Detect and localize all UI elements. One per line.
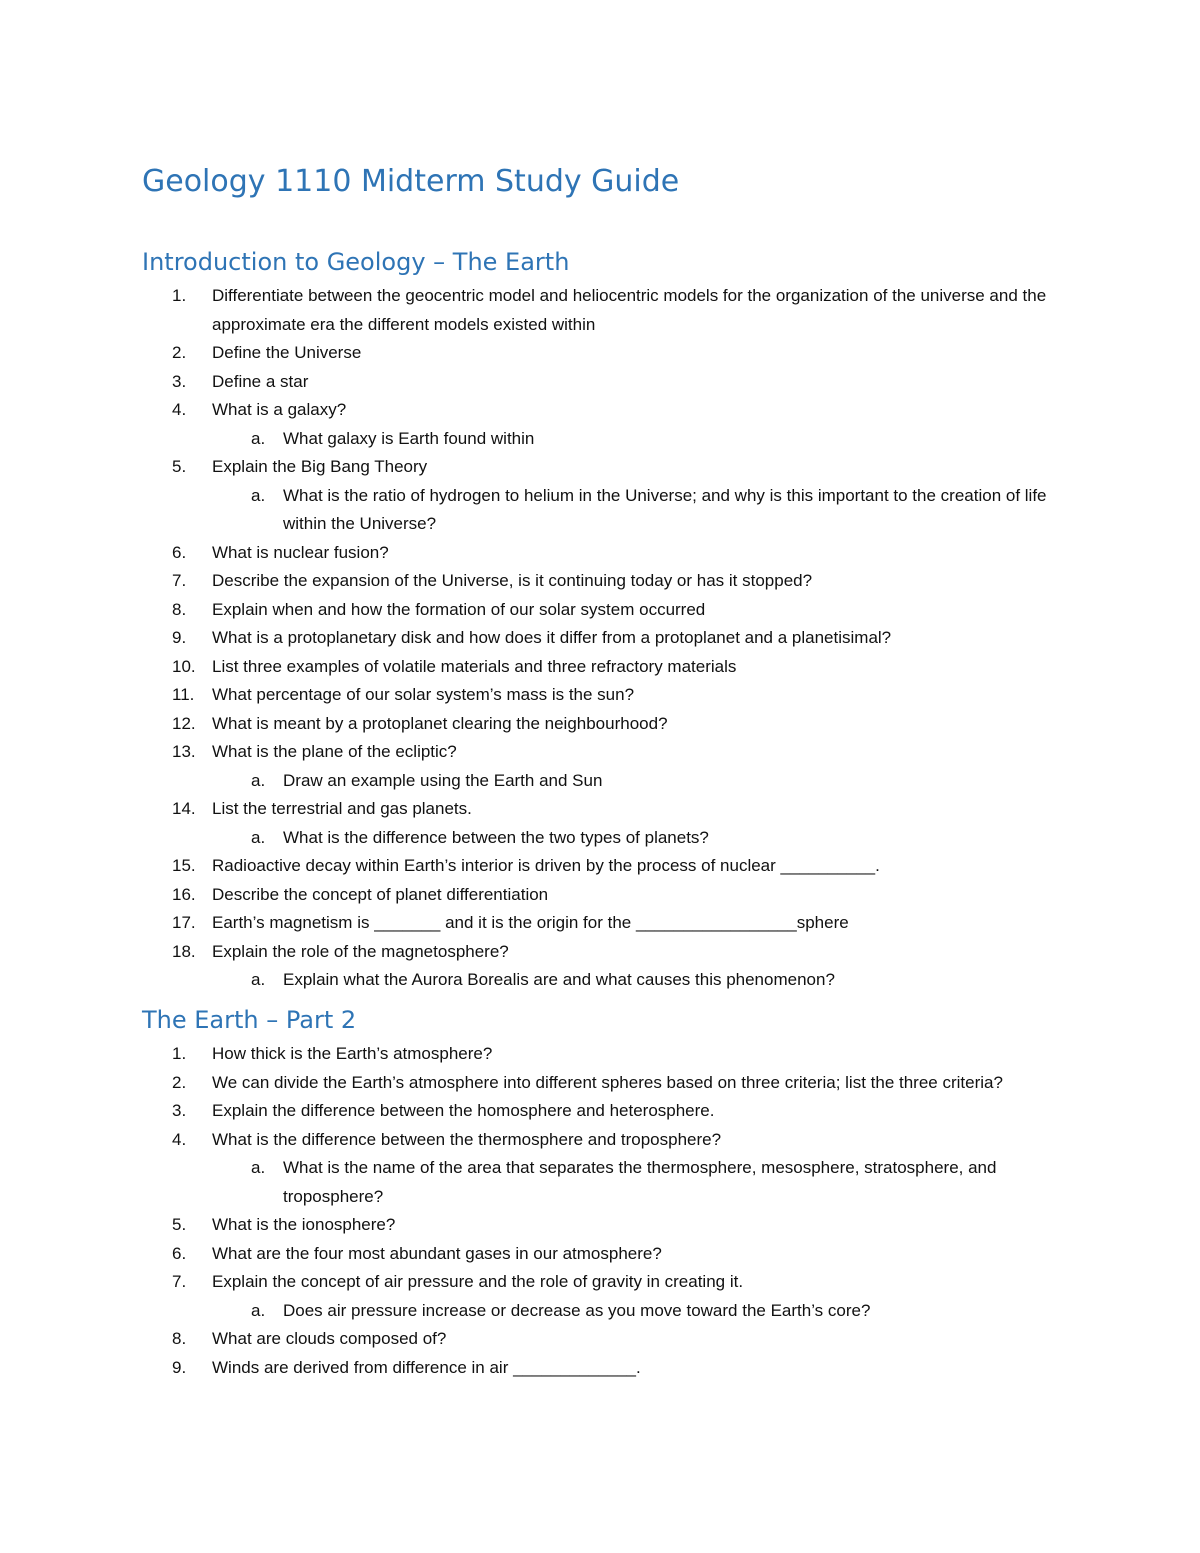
sub-question-letter: a. xyxy=(251,1300,266,1320)
question-text: What is the plane of the ecliptic? xyxy=(212,742,457,761)
question-item xyxy=(142,1126,1102,1212)
sub-question-letter: a. xyxy=(251,1158,266,1177)
question-number: 12. xyxy=(172,713,196,733)
question-text: What are the four most abundant gases in our atmosphere? xyxy=(212,1243,662,1263)
question-number: 9. xyxy=(172,628,187,647)
sub-question-letter: a. xyxy=(251,970,266,989)
question-row xyxy=(142,1240,1102,1269)
sub-question-text: What is the name of the area that separates the thermosphere, mesosphere, stratosphere, and troposphere? xyxy=(283,1158,997,1206)
question-item xyxy=(142,368,1102,397)
question-item xyxy=(142,1069,1102,1098)
question-item xyxy=(142,453,1102,539)
sub-question-item xyxy=(142,824,1102,853)
question-row xyxy=(142,881,1102,910)
question-row xyxy=(142,1268,1102,1297)
question-number: 8. xyxy=(172,1329,187,1348)
question-item xyxy=(142,909,1102,938)
question-item xyxy=(142,710,1102,739)
question-item xyxy=(142,624,1102,653)
question-number: 7. xyxy=(172,1272,187,1291)
question-text: Explain the concept of air pressure and the role of gravity in creating it. xyxy=(212,1272,744,1291)
sub-question-item xyxy=(142,1297,1102,1326)
question-item xyxy=(142,567,1102,596)
question-number: 9. xyxy=(172,1357,187,1377)
sub-question-list xyxy=(142,425,1102,454)
sub-question-item xyxy=(142,966,1102,995)
question-row xyxy=(142,852,1102,881)
question-text: Winds are derived from difference in air _____________. xyxy=(212,1357,641,1377)
sub-question-item xyxy=(142,1154,1102,1211)
document-title: Geology 1110 Midterm Study Guide xyxy=(142,164,680,199)
question-row xyxy=(142,710,1102,739)
question-text: Explain when and how the formation of our solar system occurred xyxy=(212,599,706,619)
question-text: How thick is the Earth’s atmosphere? xyxy=(212,1044,493,1063)
sub-question-text: What is the difference between the two types of planets? xyxy=(283,827,709,847)
question-row xyxy=(142,795,1102,824)
question-row xyxy=(142,567,1102,596)
question-text: What is a galaxy? xyxy=(212,400,347,419)
question-item xyxy=(142,1268,1102,1325)
question-row xyxy=(142,909,1102,938)
question-number: 4. xyxy=(172,1129,187,1149)
sub-question-list xyxy=(142,1154,1102,1211)
section-heading: Introduction to Geology – The Earth xyxy=(142,248,570,276)
question-text: What is meant by a protoplanet clearing the neighbourhood? xyxy=(212,713,668,733)
question-text: Define the Universe xyxy=(212,343,362,362)
question-item xyxy=(142,653,1102,682)
question-text: Earth’s magnetism is _______ and it is the origin for the _________________sphere xyxy=(212,913,849,932)
question-row xyxy=(142,1097,1102,1126)
question-row xyxy=(142,653,1102,682)
question-text: What is nuclear fusion? xyxy=(212,542,389,562)
question-number: 2. xyxy=(172,343,187,362)
question-item xyxy=(142,1040,1102,1069)
question-row xyxy=(142,681,1102,710)
sub-question-list xyxy=(142,1297,1102,1326)
question-list xyxy=(142,1040,1102,1382)
sub-question-list xyxy=(142,482,1102,539)
question-item xyxy=(142,539,1102,568)
sub-question-list xyxy=(142,767,1102,796)
question-number: 16. xyxy=(172,884,196,904)
sub-question-letter: a. xyxy=(251,428,266,448)
sub-question-text: Draw an example using the Earth and Sun xyxy=(283,770,603,790)
question-text: What percentage of our solar system’s mass is the sun? xyxy=(212,685,635,704)
question-item xyxy=(142,1097,1102,1126)
question-text: Define a star xyxy=(212,371,309,391)
question-item xyxy=(142,1211,1102,1240)
sub-question-list xyxy=(142,966,1102,995)
question-item xyxy=(142,396,1102,453)
question-text: What is the difference between the thermosphere and troposphere? xyxy=(212,1129,722,1149)
question-row xyxy=(142,1325,1102,1354)
question-text: What is the ionosphere? xyxy=(212,1215,396,1234)
sub-question-item xyxy=(142,767,1102,796)
sub-question-letter: a. xyxy=(251,827,266,847)
question-item xyxy=(142,681,1102,710)
question-item xyxy=(142,1240,1102,1269)
section-intro-earth xyxy=(142,246,1102,995)
question-text: Radioactive decay within Earth’s interior is driven by the process of nuclear __________. xyxy=(212,856,880,875)
question-row xyxy=(142,596,1102,625)
question-number: 15. xyxy=(172,856,196,875)
question-row xyxy=(142,1354,1102,1383)
question-item xyxy=(142,596,1102,625)
question-item xyxy=(142,738,1102,795)
question-text: Differentiate between the geocentric model and heliocentric models for the organization of the universe and the approximate era the different models existed within xyxy=(212,286,1047,334)
question-number: 5. xyxy=(172,457,187,476)
question-item xyxy=(142,282,1102,339)
section-heading: The Earth – Part 2 xyxy=(142,1006,357,1034)
question-row xyxy=(142,539,1102,568)
question-number: 3. xyxy=(172,371,187,391)
question-number: 1. xyxy=(172,286,187,305)
question-text: Explain the Big Bang Theory xyxy=(212,457,428,476)
question-number: 8. xyxy=(172,599,187,619)
sub-question-text: What galaxy is Earth found within xyxy=(283,428,535,448)
question-row xyxy=(142,453,1102,482)
question-text: What are clouds composed of? xyxy=(212,1329,447,1348)
question-number: 3. xyxy=(172,1101,187,1120)
question-number: 6. xyxy=(172,542,187,562)
sub-question-item xyxy=(142,425,1102,454)
question-number: 18. xyxy=(172,941,196,961)
question-row xyxy=(142,938,1102,967)
question-number: 5. xyxy=(172,1215,187,1234)
question-number: 1. xyxy=(172,1044,187,1063)
question-row xyxy=(142,624,1102,653)
sub-question-text: Explain what the Aurora Borealis are and what causes this phenomenon? xyxy=(283,970,835,989)
question-item xyxy=(142,881,1102,910)
question-row xyxy=(142,1040,1102,1069)
question-item xyxy=(142,852,1102,881)
question-item xyxy=(142,1325,1102,1354)
question-text: What is a protoplanetary disk and how does it differ from a protoplanet and a planetisimal? xyxy=(212,628,892,647)
question-text: List three examples of volatile materials and three refractory materials xyxy=(212,656,737,676)
question-number: 17. xyxy=(172,913,196,932)
section-earth-part-2 xyxy=(142,1004,1102,1382)
question-row xyxy=(142,1126,1102,1155)
question-row xyxy=(142,368,1102,397)
sub-question-text: What is the ratio of hydrogen to helium in the Universe; and why is this important to the creation of life within the Universe? xyxy=(283,485,1047,533)
sub-question-letter: a. xyxy=(251,485,266,505)
question-number: 4. xyxy=(172,400,187,419)
question-text: Describe the concept of planet differentiation xyxy=(212,884,549,904)
question-row xyxy=(142,282,1102,339)
question-number: 6. xyxy=(172,1243,187,1263)
question-item xyxy=(142,795,1102,852)
question-item xyxy=(142,339,1102,368)
question-row xyxy=(142,1211,1102,1240)
sub-question-letter: a. xyxy=(251,770,266,790)
question-text: We can divide the Earth’s atmosphere into different spheres based on three criteria; list the three criteria? xyxy=(212,1072,1003,1092)
question-number: 10. xyxy=(172,656,196,676)
question-number: 13. xyxy=(172,742,196,761)
sub-question-item xyxy=(142,482,1102,539)
question-number: 11. xyxy=(172,685,195,704)
question-text: List the terrestrial and gas planets. xyxy=(212,799,472,818)
question-list xyxy=(142,282,1102,995)
question-number: 14. xyxy=(172,799,196,818)
question-text: Explain the role of the magnetosphere? xyxy=(212,941,509,961)
question-row xyxy=(142,1069,1102,1098)
question-number: 2. xyxy=(172,1072,187,1092)
question-item xyxy=(142,1354,1102,1383)
question-row xyxy=(142,339,1102,368)
question-item xyxy=(142,938,1102,995)
question-number: 7. xyxy=(172,571,187,590)
sub-question-text: Does air pressure increase or decrease as you move toward the Earth’s core? xyxy=(283,1300,871,1320)
question-text: Explain the difference between the homosphere and heterosphere. xyxy=(212,1101,715,1120)
question-text: Describe the expansion of the Universe, is it continuing today or has it stopped? xyxy=(212,571,813,590)
question-row xyxy=(142,396,1102,425)
question-row xyxy=(142,738,1102,767)
sub-question-list xyxy=(142,824,1102,853)
